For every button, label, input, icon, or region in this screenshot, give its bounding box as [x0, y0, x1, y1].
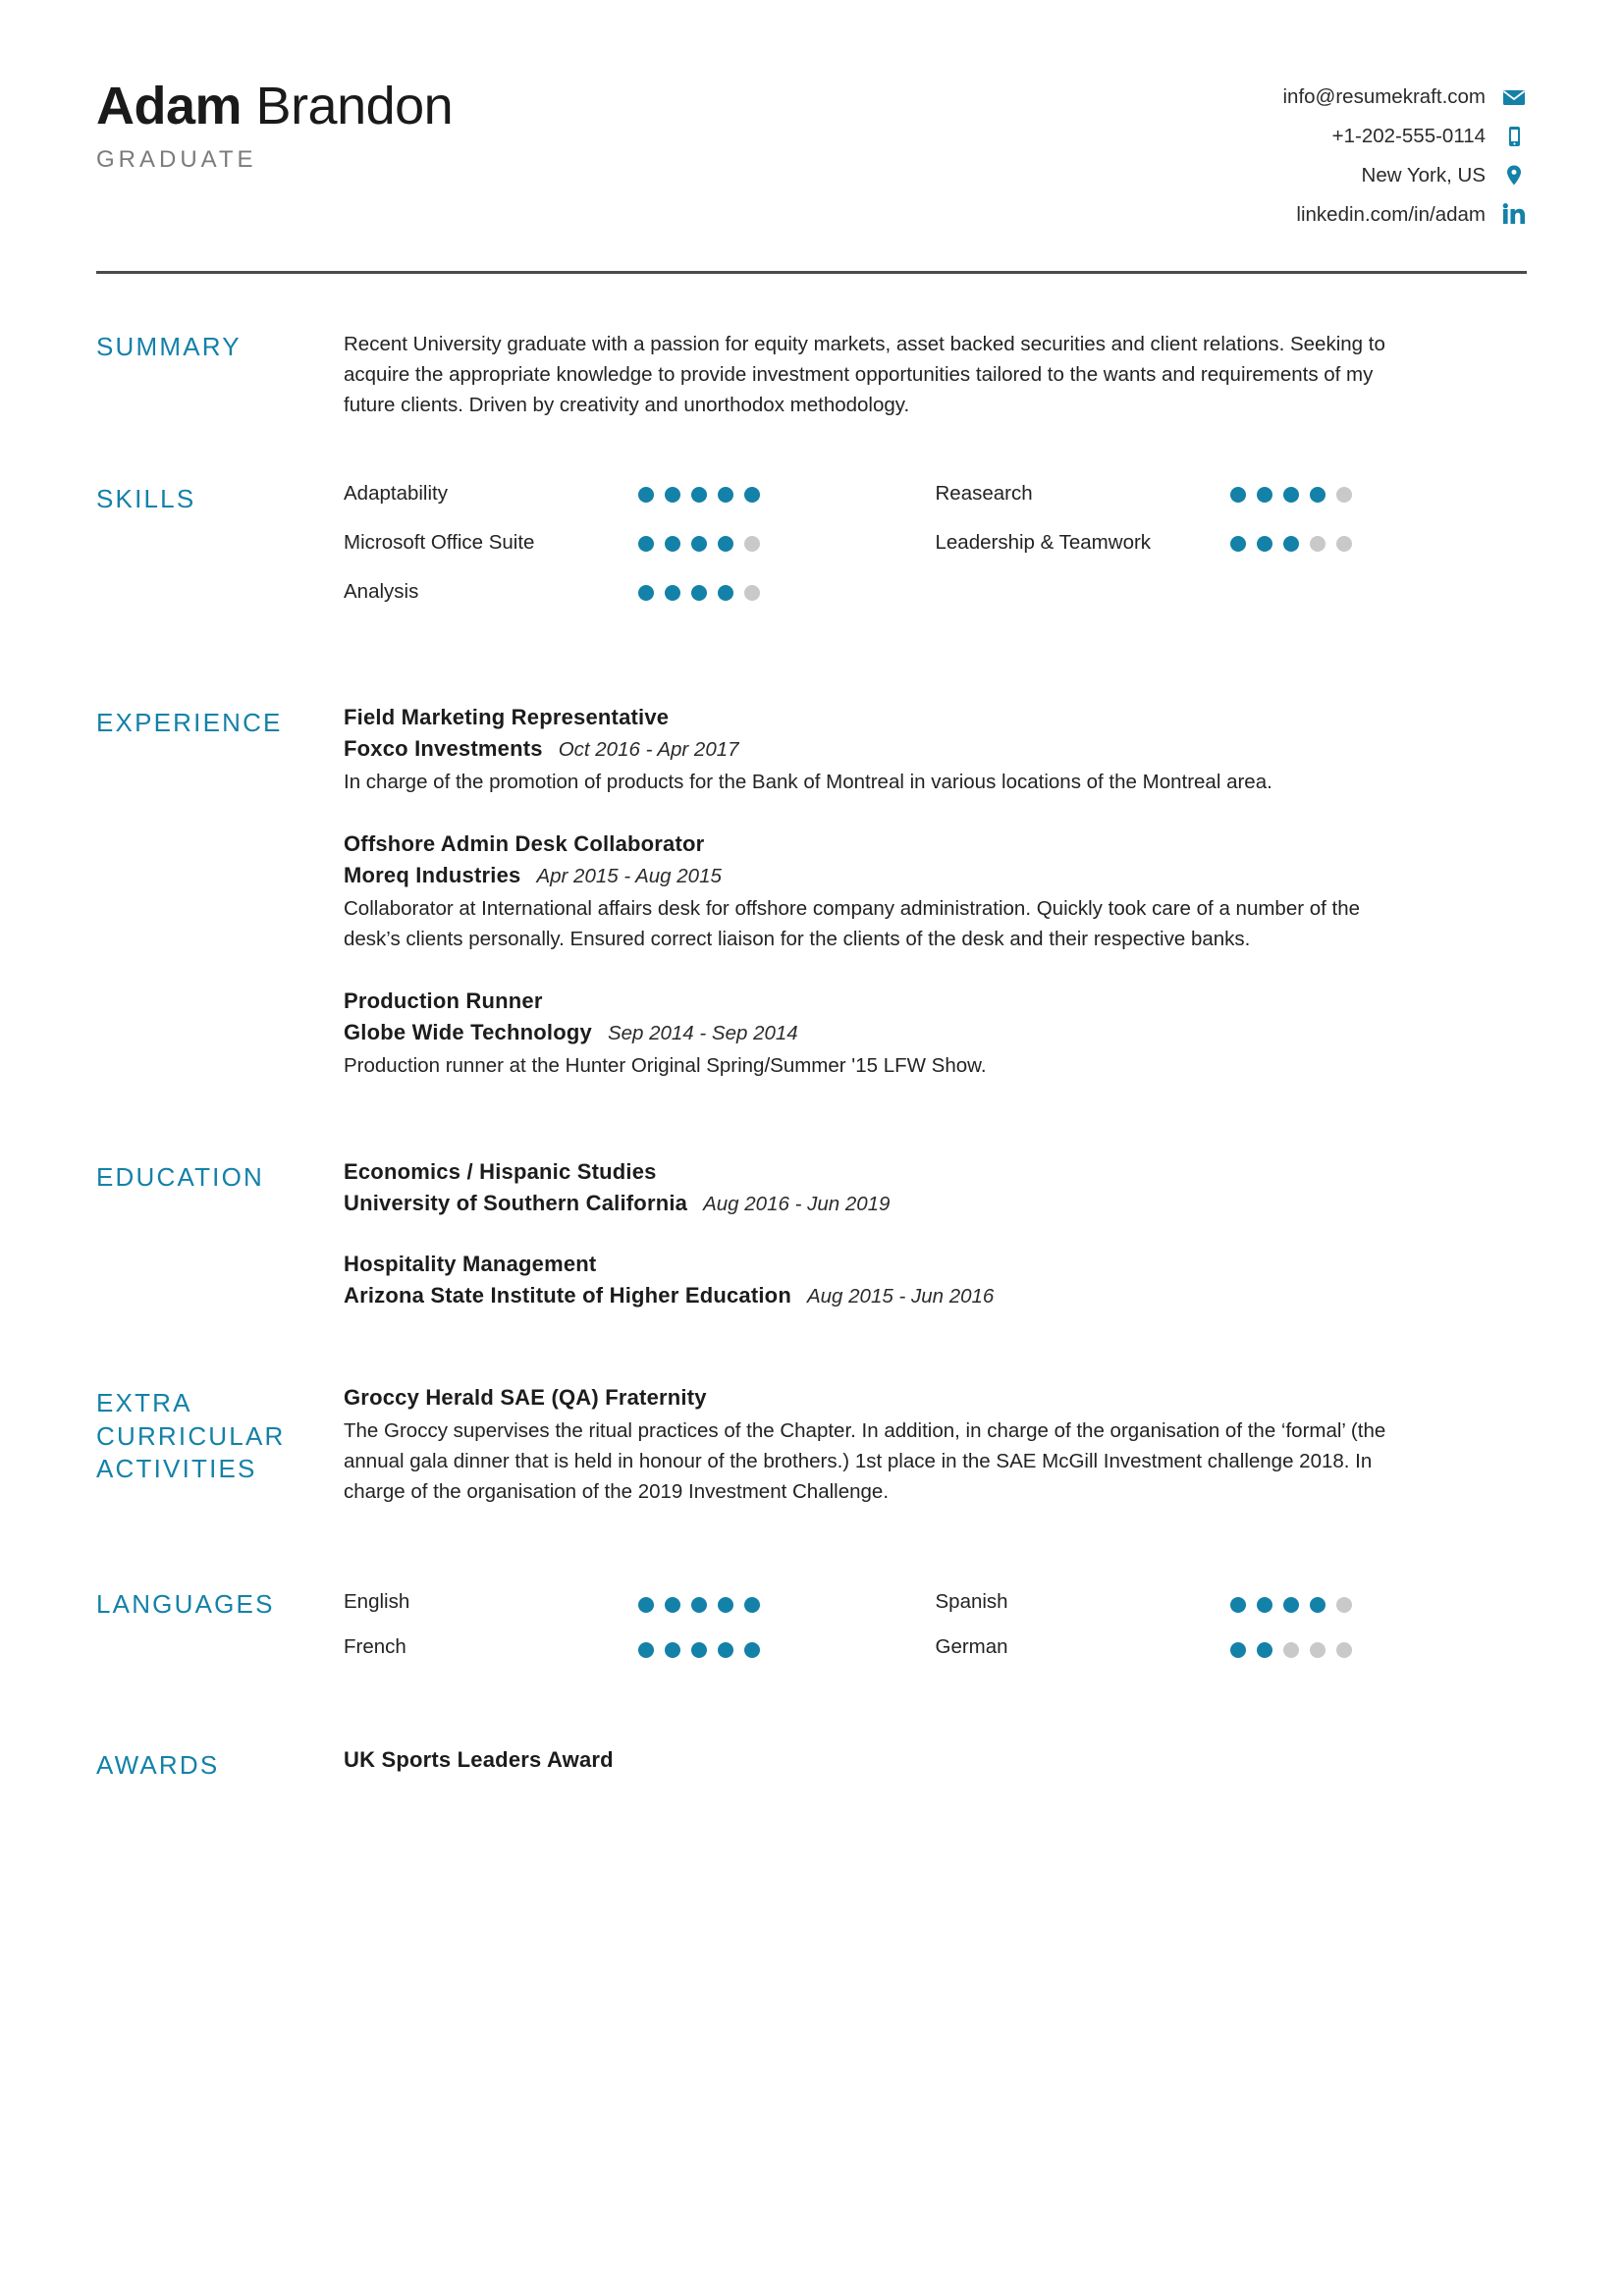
rating-dot-filled — [638, 1597, 654, 1613]
language-item — [344, 1631, 936, 1663]
job-dates: Sep 2014 - Sep 2014 — [607, 1021, 798, 1044]
resume-header — [96, 0, 1527, 241]
skill-label: Reasearch — [935, 482, 1033, 506]
language-label: German — [935, 1634, 1008, 1658]
awards-body — [344, 1747, 1527, 1773]
skill-rating — [1230, 530, 1352, 552]
job-title: Production Runner — [344, 988, 543, 1013]
rating-dot-filled — [1257, 487, 1272, 503]
language-item — [344, 1586, 936, 1618]
languages-column-right — [936, 1586, 1528, 1677]
contact-block — [1282, 71, 1527, 241]
rating-dot-empty — [744, 536, 760, 552]
location-pin-icon — [1501, 163, 1527, 188]
languages-body — [344, 1586, 1527, 1677]
education-item — [344, 1159, 1527, 1216]
rating-dot-filled — [691, 1597, 707, 1613]
rating-dot-filled — [744, 1642, 760, 1658]
rating-dot-filled — [665, 1597, 680, 1613]
section-title-education: EDUCATION — [96, 1162, 264, 1193]
education-item — [344, 1252, 1527, 1308]
contact-linkedin[interactable] — [1282, 202, 1527, 228]
education-school: Arizona State Institute of Higher Education — [344, 1283, 791, 1308]
language-rating — [638, 1636, 760, 1658]
rating-dot-filled — [718, 487, 733, 503]
skill-item — [344, 530, 936, 563]
rating-dot-filled — [1257, 536, 1272, 552]
skill-label: Microsoft Office Suite — [344, 531, 535, 555]
rating-dot-filled — [691, 487, 707, 503]
language-label: French — [344, 1634, 406, 1658]
job-description: Collaborator at International affairs desk for offshore company administration. Quickly took care of a number of the desk’s clients personally. Ensured correct liaison for the clients of the desk and their respective banks. — [344, 897, 1361, 950]
section-title-awards: AWARDS — [96, 1749, 220, 1780]
rating-dot-filled — [1230, 1597, 1246, 1613]
section-title-summary: SUMMARY — [96, 332, 242, 361]
skill-item — [936, 530, 1528, 563]
skill-item — [936, 481, 1528, 514]
extra-curricular-body — [344, 1385, 1527, 1507]
email-icon — [1501, 84, 1527, 110]
rating-dot-filled — [1257, 1597, 1272, 1613]
skills-body — [344, 481, 1527, 628]
rating-dot-filled — [665, 487, 680, 503]
contact-linkedin-text[interactable]: linkedin.com/in/adam — [1296, 202, 1486, 226]
rating-dot-filled — [1283, 1597, 1299, 1613]
section-awards — [96, 1747, 1527, 1782]
contact-phone — [1282, 124, 1527, 149]
contact-phone-text: +1-202-555-0114 — [1331, 124, 1486, 147]
job-description: In charge of the promotion of products for the Bank of Montreal in various locations of the Montreal area. — [344, 771, 1272, 794]
education-dates: Aug 2015 - Jun 2016 — [806, 1285, 995, 1308]
rating-dot-filled — [744, 1597, 760, 1613]
extra-curricular-title: Groccy Herald SAE (QA) Fraternity — [344, 1385, 707, 1411]
last-name: Brandon — [255, 77, 454, 135]
rating-dot-filled — [665, 1642, 680, 1658]
education-degree: Hospitality Management — [344, 1252, 597, 1277]
experience-item — [344, 705, 1527, 798]
rating-dot-empty — [1336, 1642, 1352, 1658]
skill-rating — [638, 481, 760, 503]
language-rating — [1230, 1636, 1352, 1658]
job-company: Moreq Industries — [344, 863, 521, 888]
skill-item — [344, 579, 936, 613]
rating-dot-empty — [1336, 487, 1352, 503]
rating-dot-empty — [1336, 1597, 1352, 1613]
job-company: Globe Wide Technology — [344, 1019, 592, 1044]
extra-curricular-description: The Groccy supervises the ritual practices of the Chapter. In addition, in charge of the organisation of the ‘formal’ (the annual gala dinner that is held in honour of the brothers.) 1st place in the SAE McGill Investment challenge 2018. In charge of the organisation of the 2019 Investment Challenge. — [344, 1419, 1386, 1503]
job-title: Offshore Admin Desk Collaborator — [344, 831, 705, 857]
language-label: English — [344, 1589, 410, 1613]
section-title-skills: SKILLS — [96, 484, 196, 514]
skills-column-left — [344, 481, 936, 628]
section-skills — [96, 481, 1527, 628]
job-dates: Apr 2015 - Aug 2015 — [536, 865, 722, 888]
rating-dot-filled — [718, 536, 733, 552]
rating-dot-filled — [1257, 1642, 1272, 1658]
rating-dot-empty — [1283, 1642, 1299, 1658]
phone-icon — [1501, 124, 1527, 149]
rating-dot-filled — [1230, 536, 1246, 552]
skill-rating — [638, 579, 760, 601]
education-dates: Aug 2016 - Jun 2019 — [703, 1193, 891, 1216]
rating-dot-filled — [691, 536, 707, 552]
language-item — [936, 1631, 1528, 1663]
experience-item — [344, 988, 1527, 1082]
rating-dot-filled — [1310, 1597, 1325, 1613]
rating-dot-filled — [1230, 1642, 1246, 1658]
rating-dot-filled — [665, 536, 680, 552]
section-title-languages: LANGUAGES — [96, 1588, 275, 1619]
language-label: Spanish — [935, 1589, 1008, 1613]
rating-dot-filled — [1310, 487, 1325, 503]
skill-label: Leadership & Teamwork — [935, 531, 1152, 555]
section-languages — [96, 1586, 1527, 1677]
rating-dot-filled — [1283, 536, 1299, 552]
rating-dot-filled — [691, 1642, 707, 1658]
rating-dot-filled — [718, 1642, 733, 1658]
experience-item — [344, 831, 1527, 955]
section-experience — [96, 705, 1527, 1081]
education-degree: Economics / Hispanic Studies — [344, 1159, 657, 1185]
name-block — [96, 71, 453, 174]
job-title: Field Marketing Representative — [344, 705, 670, 730]
contact-email — [1282, 84, 1527, 110]
summary-text: Recent University graduate with a passion for equity markets, asset backed securities and client relations. Seeking to acquire the appropriate knowledge to provide investment opportunities tailored to the wants and requirements of my future clients. Driven by creativity and unorthodox methodology. — [344, 333, 1385, 417]
education-body — [344, 1159, 1527, 1308]
rating-dot-filled — [718, 585, 733, 601]
section-extra-curricular — [96, 1385, 1527, 1507]
rating-dot-filled — [744, 487, 760, 503]
rating-dot-empty — [744, 585, 760, 601]
header-divider — [96, 271, 1527, 274]
job-dates: Oct 2016 - Apr 2017 — [558, 738, 739, 762]
skills-column-right — [936, 481, 1528, 628]
contact-location-text: New York, US — [1361, 163, 1486, 187]
rating-dot-empty — [1310, 1642, 1325, 1658]
section-title-experience: EXPERIENCE — [96, 708, 283, 738]
rating-dot-filled — [691, 585, 707, 601]
language-rating — [1230, 1591, 1352, 1613]
rating-dot-empty — [1310, 536, 1325, 552]
job-company: Foxco Investments — [344, 736, 543, 762]
rating-dot-filled — [638, 1642, 654, 1658]
skill-label: Analysis — [344, 580, 419, 604]
rating-dot-filled — [638, 585, 654, 601]
skill-item — [344, 481, 936, 514]
contact-location — [1282, 163, 1527, 188]
summary-body — [344, 329, 1527, 420]
rating-dot-filled — [1283, 487, 1299, 503]
section-summary — [96, 329, 1527, 420]
page-title — [96, 79, 453, 134]
language-item — [936, 1586, 1528, 1618]
first-name: Adam — [96, 77, 243, 135]
rating-dot-filled — [718, 1597, 733, 1613]
section-education — [96, 1159, 1527, 1308]
skill-rating — [638, 530, 760, 552]
skill-rating — [1230, 481, 1352, 503]
skill-label: Adaptability — [344, 482, 448, 506]
linkedin-icon[interactable] — [1501, 202, 1527, 228]
rating-dot-filled — [1230, 487, 1246, 503]
rating-dot-empty — [1336, 536, 1352, 552]
job-role-subtitle: GRADUATE — [96, 145, 257, 173]
languages-column-left — [344, 1586, 936, 1677]
rating-dot-filled — [638, 536, 654, 552]
rating-dot-filled — [638, 487, 654, 503]
experience-body — [344, 705, 1527, 1081]
section-title-extra-curricular: EXTRA CURRICULAR ACTIVITIES — [96, 1388, 286, 1483]
language-rating — [638, 1591, 760, 1613]
contact-email-text: info@resumekraft.com — [1282, 84, 1486, 108]
education-school: University of Southern California — [344, 1191, 688, 1216]
job-description: Production runner at the Hunter Original Spring/Summer '15 LFW Show. — [344, 1053, 987, 1077]
award-item: UK Sports Leaders Award — [344, 1746, 614, 1772]
rating-dot-filled — [665, 585, 680, 601]
